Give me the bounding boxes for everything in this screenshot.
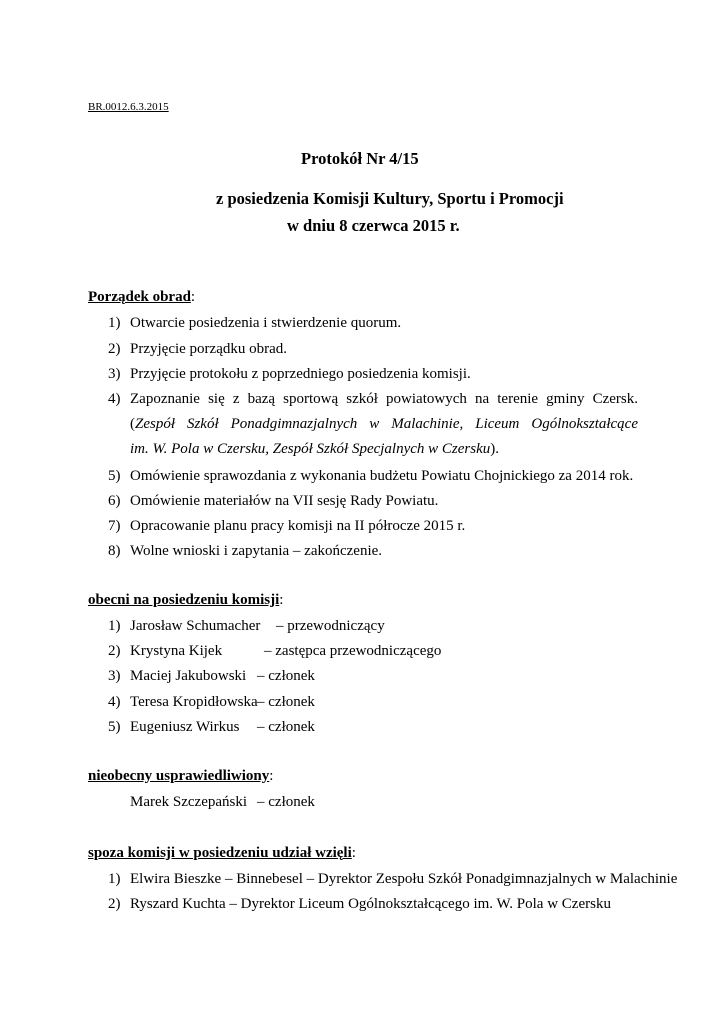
agenda-heading-text: Porządek obrad <box>88 289 191 305</box>
schools-list-part2: im. W. Pola w Czersku, Zespół Szkół Specjalnych w Czersku <box>130 441 491 457</box>
present-heading-colon: : <box>279 592 284 608</box>
guest-num: 1) <box>108 871 121 887</box>
agenda-item-text: Otwarcie posiedzenia i stwierdzenie quorum. <box>130 315 402 331</box>
member-num: 5) <box>108 719 121 735</box>
member-role: – członek <box>257 668 315 684</box>
absent-heading <box>88 768 273 785</box>
member-role: – członek <box>257 719 315 735</box>
protocol-subtitle: z posiedzenia Komisji Kultury, Sportu i Promocji <box>216 189 564 208</box>
agenda-heading <box>88 289 195 306</box>
absent-heading-text: nieobecny usprawiedliwiony <box>88 768 270 784</box>
guests-heading-colon: : <box>351 845 356 861</box>
agenda-item-num: 1) <box>108 315 121 331</box>
agenda-item-num: 8) <box>108 543 121 559</box>
agenda-item-text: Opracowanie planu pracy komisji na II półrocze 2015 r. <box>130 518 466 534</box>
present-heading-text: obecni na posiedzeniu komisji <box>88 592 280 608</box>
protocol-title: Protokół Nr 4/15 <box>301 149 419 168</box>
agenda-item-num: 2) <box>108 341 121 357</box>
agenda-item-text: Przyjęcie porządku obrad. <box>130 341 288 357</box>
guest-text: Elwira Bieszke – Binnebesel – Dyrektor Zespołu Szkół Ponadgimnazjalnych w Malachinie <box>130 871 678 887</box>
member-num: 4) <box>108 694 121 710</box>
member-name: Eugeniusz Wirkus <box>130 719 240 735</box>
agenda-item-num: 4) <box>108 391 121 407</box>
agenda-item-text: Przyjęcie protokołu z poprzedniego posiedzenia komisji. <box>130 366 471 382</box>
schools-list-part1: Zespół Szkół Ponadgimnazjalnych w Malachinie, Liceum Ogólnokształcące <box>135 416 638 432</box>
member-name: Jarosław Schumacher <box>130 618 261 634</box>
agenda-heading-colon: : <box>190 289 196 305</box>
agenda-item-text: Zapoznanie się z bazą sportową szkół powiatowych na terenie gminy Czersk. <box>130 391 638 407</box>
member-role: – zastępca przewodniczącego <box>264 643 442 659</box>
agenda-item-num: 3) <box>108 366 121 382</box>
protocol-date: w dniu 8 czerwca 2015 r. <box>287 216 460 235</box>
guests-heading <box>88 845 356 862</box>
member-role: – przewodniczący <box>276 618 385 634</box>
member-num: 3) <box>108 668 121 684</box>
guests-heading-text: spoza komisji w posiedzeniu udział wzięli <box>88 845 352 861</box>
agenda-item-num: 5) <box>108 468 121 484</box>
member-num: 1) <box>108 618 121 634</box>
member-num: 2) <box>108 643 121 659</box>
close-paren: ). <box>490 441 500 457</box>
open-paren: ( <box>130 416 135 432</box>
member-name: Maciej Jakubowski <box>130 668 247 684</box>
agenda-item-text: Omówienie sprawozdania z wykonania budżetu Powiatu Chojnickiego za 2014 rok. <box>130 468 634 484</box>
absent-member-name: Marek Szczepański <box>130 794 248 810</box>
agenda-item-schools-line2 <box>130 441 499 458</box>
agenda-item-schools-line1 <box>130 416 638 433</box>
agenda-item-num: 7) <box>108 518 121 534</box>
absent-heading-colon: : <box>269 768 274 784</box>
absent-member-role: – członek <box>257 794 315 810</box>
agenda-item-num: 6) <box>108 493 121 509</box>
guest-num: 2) <box>108 896 121 912</box>
member-role: – członek <box>257 694 315 710</box>
agenda-item-text: Omówienie materiałów na VII sesję Rady Powiatu. <box>130 493 439 509</box>
member-name: Teresa Kropidłowska <box>130 694 258 710</box>
guest-text: Ryszard Kuchta – Dyrektor Liceum Ogólnokształcącego im. W. Pola w Czersku <box>130 896 611 912</box>
present-heading <box>88 592 283 609</box>
reference-number: BR.0012.6.3.2015 <box>88 101 169 113</box>
member-name: Krystyna Kijek <box>130 643 223 659</box>
agenda-item-text: Wolne wnioski i zapytania – zakończenie. <box>130 543 383 559</box>
